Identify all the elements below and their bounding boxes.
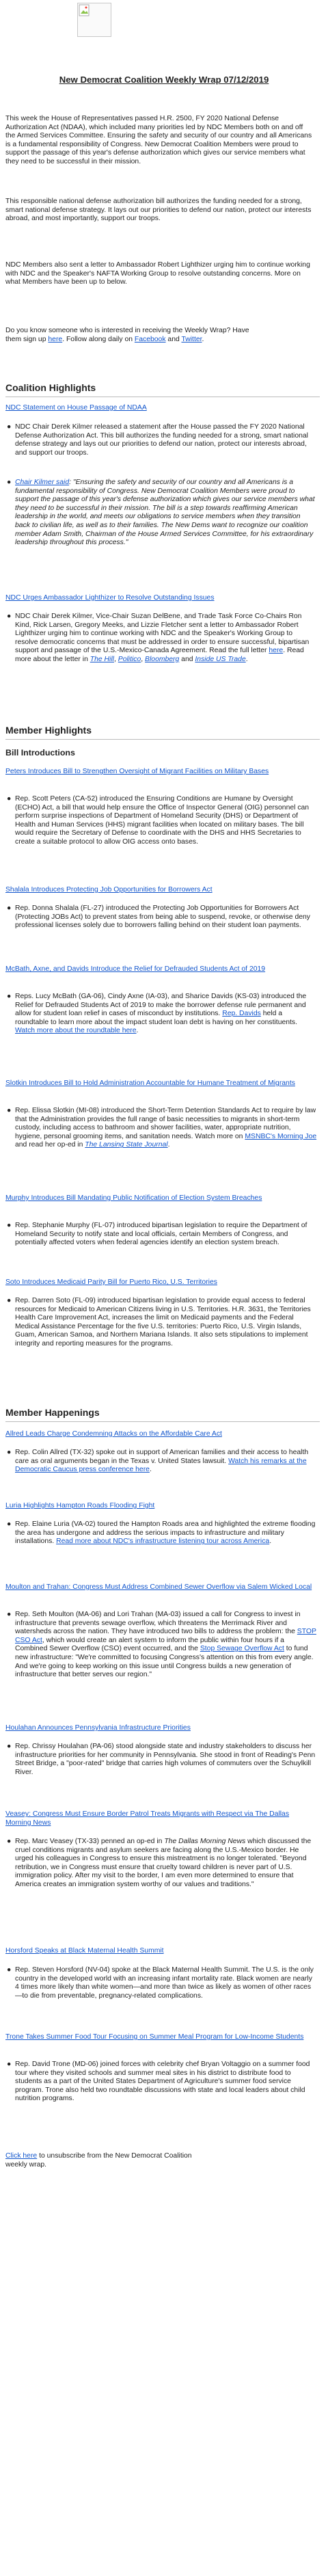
list-item: ● Rep. Darren Soto (FL-09) introduced bipartisan legislation to provide equal access to federal resources for Medicaid to American Citizens living in U.S. Territories. H.R. 3631, the Territories Health Care Improvement Act, increases the limit on Medicaid payments and the Federal Medical Assistance Percentage for the five U.S. territories: Puerto Rico, U.S. Virgin Islands, Guam, American Samoa, and Northern Mariana Islands. It also sets stipulations to implement integrity and reporting measures for the programs.: [7, 1297, 311, 1347]
bullet-icon: ●: [7, 1222, 12, 1229]
bullet-icon: ●: [7, 1449, 12, 1456]
coalition-highlights-heading: Coalition Highlights: [5, 382, 96, 393]
happening-link[interactable]: Houlahan Announces Pennsylvania Infrastructure Priorities: [5, 1724, 191, 1732]
bullet-icon: ●: [7, 1297, 12, 1304]
signup-paragraph: Do you know someone who is interested in receiving the Weekly Wrap? Have them sign up here. Follow along daily on Facebook and Twitter.: [5, 327, 249, 343]
list-item: ● Rep. Elissa Slotkin (MI-08) introduced the Short-Term Detention Standards Act to require by law that the Administration provides the full range of basic necessities to migrants in short-term custody, including access to bathroom and shower facilities, water, appropriate nutrition, hygiene, personal grooming items, and sanitation needs. Watch more on MSNBC's Morning Joe and read her op-ed in The Lansing State Journal.: [7, 1107, 317, 1149]
chair-kilmer-link[interactable]: Chair Kilmer said: [15, 479, 70, 486]
member-happenings-heading: Member Happenings: [5, 1407, 100, 1418]
bullet-icon: ●: [7, 479, 12, 486]
divider: [5, 1421, 320, 1422]
list-item: ● Rep. Elaine Luria (VA-02) toured the Hampton Roads area and highlighted the extreme flooding the area has undergone and address the serious impacts to infrastructure and military installations. Read more about NDC's infrastructure listening tour across America.: [7, 1520, 316, 1546]
bullet-icon: ●: [7, 795, 12, 803]
bill-introductions-heading: Bill Introductions: [5, 748, 75, 757]
list-item: ● Rep. Chrissy Houlahan (PA-06) stood alongside state and industry stakeholders to discuss her infrastructure priorities for her community in Pennsylvania. She stood in front of Reading's Penn Street Bridge, a "poor-rated" bridge that carries high volumes of commuters over the Schuylkill River.: [7, 1743, 316, 1776]
source-link[interactable]: Politico: [118, 655, 141, 663]
list-item: ● Rep. Steven Horsford (NV-04) spoke at the Black Maternal Health Summit. The U.S. is the only country in the developed world with an increasing infant mortality rate. Black women are nearly 4 times more likely than white women—and more than twice as likely as women of other races—to die from preventable, pregnancy-related complications.: [7, 1966, 314, 2000]
happening-link[interactable]: Veasey: Congress Must Ensure Border Patrol Treats Migrants with Respect via The Dallas Morning News: [5, 1810, 290, 1827]
bill-link[interactable]: Shalala Introduces Protecting Job Opportunities for Borrowers Act: [5, 886, 213, 894]
newsletter-title: New Democrat Coalition Weekly Wrap 07/12/2019: [59, 75, 269, 85]
bullet-icon: ●: [7, 1520, 12, 1528]
bill-link[interactable]: Peters Introduces Bill to Strengthen Oversight of Migrant Facilities on Military Bases: [5, 768, 269, 775]
list-item: ● Rep. Seth Moulton (MA-06) and Lori Trahan (MA-03) issued a call for Congress to invest in infrastructure that prevents sewage overflow, which threatens the Merrimack River and watersheds across the nation. They have introduced two bills to address the problem: the STOP CSO Act, which would create an alert system to inform the public within four hours if a Combined Sewer Overflow (CSO) event occurred, and the Stop Sewage Overflow Act to fund new infrastructure: "We're committed to focusing Congress's attention on this from every angle. And we're going to keep working on this issue until Congress builds a new generation of infrastructure that better serves our region.": [7, 1611, 316, 1679]
list-item: ● Chair Kilmer said: "Ensuring the safety and security of our country and all Americans is a fundamental responsibility of Congress. New Democrat Coalition Members were proud to support the passage of this year's defense authorization which gives our service members what they need to be successful in their mission. The bill is a step towards reaffirming American leadership in the world, and meets our obligations to service members when they transition back to civilian life, as well as to their families. The New Dems want to recognize our coalition member Adam Smith, Chairman of the House Armed Services Committee, for his extraordinary leadership throughout this process.": [7, 479, 315, 547]
intro-paragraph-1: This week the House of Representatives passed H.R. 2500, FY 2020 National Defense Authorization Act (NDAA), which included many priorities led by NDC Members both on and off the Armed Services Committee. Ensuring the safety and security of our country and all Americans is a fundamental responsibility of Congress. New Democrat Coalition Members were proud to support the passage of this year's defense authorization which gives our service members what they need to be successful in their mission.: [5, 115, 312, 165]
bullet-icon: ●: [7, 1107, 12, 1114]
listening-tour-link[interactable]: Read more about NDC's infrastructure listening tour across America: [56, 1538, 270, 1546]
happening-link[interactable]: Moulton and Trahan: Congress Must Address Combined Sewer Overflow via Salem Wicked Local: [5, 1583, 312, 1591]
happening-link[interactable]: Horsford Speaks at Black Maternal Health Summit: [5, 1947, 164, 1955]
broken-image-icon: [77, 3, 111, 37]
bullet-icon: ●: [7, 1838, 12, 1845]
bullet-icon: ●: [7, 1743, 12, 1750]
stop-cso-link[interactable]: STOP CSO Act: [15, 1628, 316, 1644]
list-item: ● NDC Chair Derek Kilmer released a statement after the House passed the FY 2020 National Defense Authorization Act. This bill authorizes the funding needed for a strong, smart national defense strategy and lays out our priorities to defend our nation, protect our interests abroad, and support our troops.: [7, 423, 308, 457]
press-conference-link[interactable]: Watch his remarks at the Democratic Caucus press conference here: [15, 1457, 307, 1474]
unsubscribe-link[interactable]: Click here: [5, 2152, 38, 2160]
bullet-icon: ●: [7, 1966, 12, 1974]
twitter-link[interactable]: Twitter: [181, 335, 202, 343]
coalition-item-link[interactable]: NDC Statement on House Passage of NDAA: [5, 404, 147, 412]
msnbc-link[interactable]: MSNBC's Morning Joe: [245, 1132, 317, 1140]
rep-davids-link[interactable]: Rep. Davids: [222, 1010, 261, 1018]
bullet-icon: ●: [7, 423, 12, 431]
source-link[interactable]: Inside US Trade: [195, 655, 246, 663]
roundtable-link[interactable]: Watch more about the roundtable here: [15, 1027, 137, 1035]
intro-paragraph-2: This responsible national defense authorization bill authorizes the funding needed for a strong, smart national defense strategy. It lays out our priorities to defend our nation, protect our interests abroad, and most importantly, support our troops.: [5, 198, 312, 223]
list-item: ● Rep. Stephanie Murphy (FL-07) introduced bipartisan legislation to require the Department of Homeland Security to notify state and local officials, certain Members of Congress, and potentially affected voters when federal agencies identify an election system breach.: [7, 1222, 308, 1247]
bullet-icon: ●: [7, 1611, 12, 1618]
bill-link[interactable]: Soto Introduces Medicaid Parity Bill for Puerto Rico, U.S. Territories: [5, 1278, 217, 1286]
signup-link[interactable]: here: [48, 335, 63, 343]
lansing-link[interactable]: The Lansing State Journal: [85, 1141, 168, 1149]
bill-link[interactable]: McBath, Axne, and Davids Introduce the Relief for Defrauded Students Act of 2019: [5, 965, 266, 973]
member-highlights-heading: Member Highlights: [5, 725, 92, 736]
bullet-icon: ●: [7, 613, 12, 620]
list-item: ● Reps. Lucy McBath (GA-06), Cindy Axne (IA-03), and Sharice Davids (KS-03) introduced the Relief for Defrauded Students Act of 2019 to make the borrower defense rule permanent and allow for student loan relief in cases of misconduct by institutions. Rep. Davids held a roundtable to learn more about the impact student loan debt is having on her constituents. Watch more about the roundtable here.: [7, 993, 307, 1035]
happening-link[interactable]: Trone Takes Summer Food Tour Focusing on Summer Meal Program for Low-Income Students: [5, 2033, 304, 2041]
letter-link[interactable]: here: [269, 647, 284, 655]
list-item: ● NDC Chair Derek Kilmer, Vice-Chair Suzan DelBene, and Trade Task Force Co-Chairs Ron Kind, Rick Larsen, Gregory Meeks, and Lizzie Fletcher sent a letter to Ambassador Robert Lighthizer urging him to continue working with NDC and the Speaker's Working Group to resolve democratic concerns that must be addressed in order to ensure successful, bipartisan support and passage of the U.S.-Mexico-Canada Agreement. Read the full letter here. Read more about the letter in The Hill, Politico, Bloomberg and Inside US Trade.: [7, 613, 310, 663]
bill-link[interactable]: Murphy Introduces Bill Mandating Public Notification of Election System Breaches: [5, 1194, 262, 1202]
facebook-link[interactable]: Facebook: [134, 335, 166, 343]
happening-link[interactable]: Luria Highlights Hampton Roads Flooding Fight: [5, 1502, 155, 1510]
bullet-icon: ●: [7, 2061, 12, 2068]
bullet-icon: ●: [7, 993, 12, 1000]
list-item: ● Rep. Scott Peters (CA-52) introduced the Ensuring Conditions are Humane by Oversight (ECHO) Act, a bill that would help ensure the Office of Inspector General (OIG) personnel can perform surprise inspections of Department of Homeland Security (DHS) or Department of Health and Human Services (HHS) migrant facilities when located on military bases. The bill would require the Secretary of Defense to coordinate with the DHS and HHS Secretaries to create a suitable protocol to allow OIG access onto bases.: [7, 795, 310, 846]
intro-paragraph-3: NDC Members also sent a letter to Ambassador Robert Lighthizer urging him to continue working with NDC and the Speaker's NAFTA Working Group to resolve outstanding concerns. More on what Members have been up to below.: [5, 261, 310, 286]
unsubscribe-footer: Click here to unsubscribe from the New Democrat Coalition weekly wrap.: [5, 2152, 192, 2169]
list-item: ● Rep. David Trone (MD-06) joined forces with celebrity chef Bryan Voltaggio on a summer food tour where they visited schools and summer meal sites in his district to distribute food to students as a part of the United States Department of Agriculture's summer food service program. Trone also held two roundtable discussions with state and local leaders about child nutrition programs.: [7, 2061, 310, 2103]
divider: [5, 739, 320, 740]
coalition-item-link[interactable]: NDC Urges Ambassador Lighthizer to Resolve Outstanding Issues: [5, 594, 215, 602]
list-item: ● Rep. Colin Allred (TX-32) spoke out in support of American families and their access to health care as oral arguments began in the Texas v. United States lawsuit. Watch his remarks at the Democratic Caucus press conference here.: [7, 1449, 309, 1474]
source-link[interactable]: Bloomberg: [145, 655, 180, 663]
happening-link[interactable]: Allred Leads Charge Condemning Attacks on the Affordable Care Act: [5, 1430, 222, 1438]
list-item: ● Rep. Donna Shalala (FL-27) introduced the Protecting Job Opportunities for Borrowers Act (Protecting JOBs Act) to prevent states from being able to suspend, revoke, or otherwise deny professional licenses solely due to borrowers falling behind on their student loan payments.: [7, 904, 311, 930]
stop-sewage-link[interactable]: Stop Sewage Overflow Act: [200, 1645, 284, 1653]
bill-link[interactable]: Slotkin Introduces Bill to Hold Administration Accountable for Humane Treatment of Migrants: [5, 1079, 295, 1087]
source-link[interactable]: The Hill: [90, 655, 114, 663]
list-item: ● Rep. Marc Veasey (TX-33) penned an op-ed in The Dallas Morning News which discussed the cruel conditions migrants and asylum seekers are facing along the U.S.-Mexico border. He urged his colleagues in Congress to ensure this mistreatment is no longer tolerated. "Beyond retribution, we in Congress must ensure that cruelty toward children is never part of U.S. immigration policy. After my visit to the border, I am even more determined to ensure that America creates an immigration system worthy of our values and traditions.": [7, 1838, 312, 1888]
bullet-icon: ●: [7, 904, 12, 912]
